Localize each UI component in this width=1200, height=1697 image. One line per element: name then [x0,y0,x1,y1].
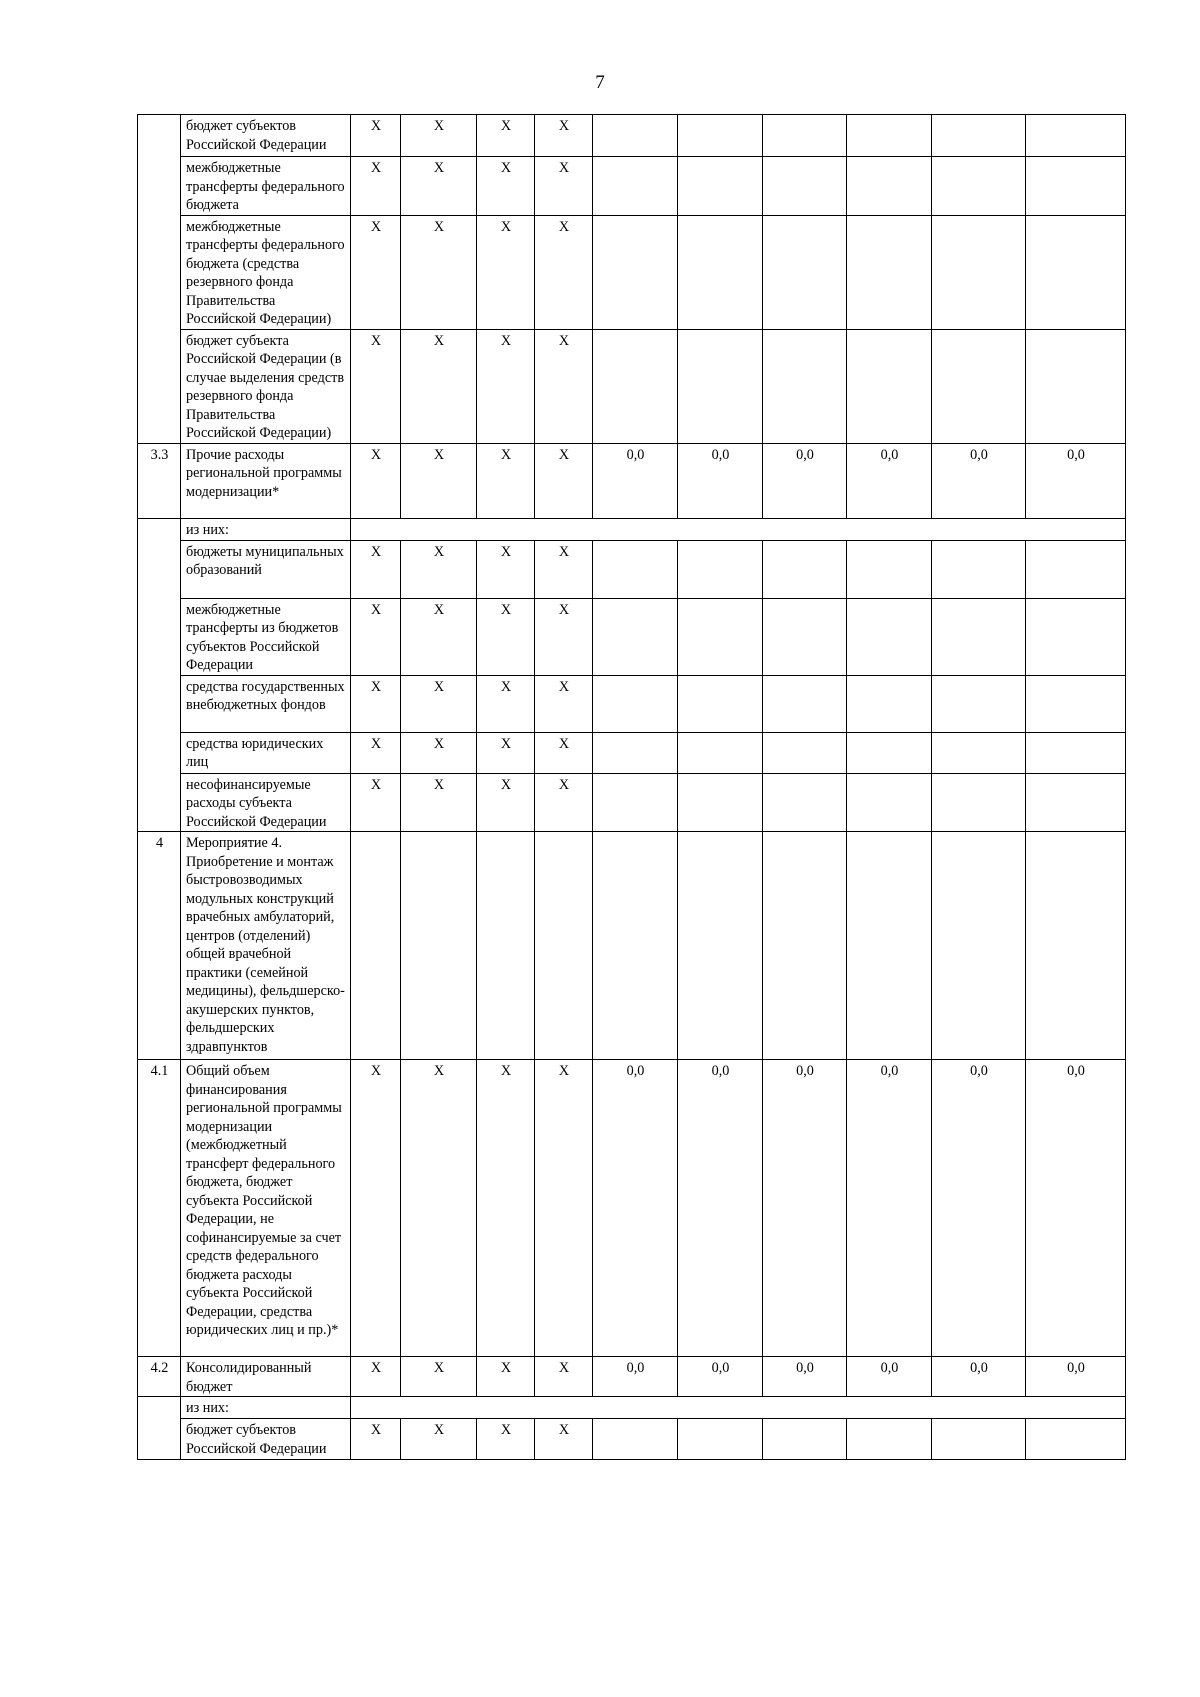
table-row [138,329,1126,443]
table-row [138,115,1126,157]
mark-cell: X [351,115,401,157]
value-cell: 0,0 [1026,443,1126,518]
row-label: несофинансируемые расходы субъекта Российской Федерации [181,773,351,832]
mark-cell [351,832,401,1060]
mark-cell: X [401,540,477,598]
value-cell: 0,0 [932,1060,1026,1357]
value-cell [1026,773,1126,832]
value-cell [593,675,678,732]
value-cell: 0,0 [847,1060,932,1357]
value-cell [1026,329,1126,443]
value-cell [678,832,763,1060]
value-cell [847,215,932,329]
mark-cell: X [401,598,477,675]
mark-cell: X [351,1419,401,1460]
mark-cell: X [401,157,477,216]
value-cell [678,1419,763,1460]
table-row [138,1060,1126,1357]
value-cell [1026,675,1126,732]
mark-cell: X [535,329,593,443]
mark-cell: X [535,1060,593,1357]
value-cell [847,675,932,732]
value-cell [593,157,678,216]
mark-cell: X [401,443,477,518]
mark-cell: X [351,215,401,329]
mark-cell: X [535,598,593,675]
mark-cell: X [401,1060,477,1357]
value-cell [847,157,932,216]
row-number: 3.3 [138,443,181,518]
value-cell: 0,0 [763,1060,847,1357]
value-cell [763,540,847,598]
value-cell [763,773,847,832]
subheader-label: из них: [181,518,351,540]
row-number: 4.2 [138,1357,181,1397]
table-row [138,832,1126,1060]
value-cell [1026,732,1126,773]
table-row [138,675,1126,732]
value-cell [847,115,932,157]
value-cell [932,732,1026,773]
value-cell [1026,832,1126,1060]
mark-cell: X [401,732,477,773]
mark-cell: X [351,675,401,732]
mark-cell: X [351,598,401,675]
row-label: межбюджетные трансферты федерального бюджета [181,157,351,216]
value-cell: 0,0 [678,1357,763,1397]
mark-cell: X [477,732,535,773]
mark-cell: X [401,329,477,443]
mark-cell: X [401,215,477,329]
value-cell: 0,0 [847,443,932,518]
value-cell [678,329,763,443]
row-number: 4 [138,832,181,1060]
value-cell [593,115,678,157]
value-cell [763,329,847,443]
mark-cell: X [351,443,401,518]
value-cell [847,832,932,1060]
value-cell [1026,540,1126,598]
value-cell: 0,0 [593,1357,678,1397]
row-label: Консолидированный бюджет [181,1357,351,1397]
mark-cell: X [535,157,593,216]
row-label: бюджет субъектов Российской Федерации [181,115,351,157]
mark-cell: X [477,443,535,518]
mark-cell: X [477,1060,535,1357]
row-number: 4.1 [138,1060,181,1357]
value-cell [593,773,678,832]
page-number: 7 [595,72,605,93]
row-label: средства государственных внебюджетных фондов [181,675,351,732]
value-cell [932,215,1026,329]
row-number [138,1397,181,1460]
value-cell: 0,0 [763,1357,847,1397]
value-cell: 0,0 [678,443,763,518]
mark-cell: X [477,215,535,329]
row-label: Общий объем финансирования региональной программы модернизации (межбюджетный трансферт федерального бюджета, бюджет субъекта Российской Федерации, не софинансируемые за счет средств федерального бюджета расходы субъекта Российской Федерации, средства юридических лиц и пр.)* [181,1060,351,1357]
mark-cell: X [477,598,535,675]
value-cell: 0,0 [593,443,678,518]
value-cell [593,329,678,443]
mark-cell: X [351,540,401,598]
value-cell: 0,0 [932,1357,1026,1397]
mark-cell: X [351,773,401,832]
value-cell: 0,0 [932,443,1026,518]
value-cell [678,773,763,832]
value-cell [763,157,847,216]
value-cell [593,540,678,598]
value-cell [678,540,763,598]
value-cell [847,540,932,598]
mark-cell: X [477,540,535,598]
mark-cell [401,832,477,1060]
mark-cell: X [477,773,535,832]
value-cell: 0,0 [1026,1357,1126,1397]
value-cell [763,675,847,732]
mark-cell: X [535,443,593,518]
mark-cell: X [535,115,593,157]
mark-cell: X [477,157,535,216]
table-row [138,1397,1126,1419]
row-label: межбюджетные трансферты федерального бюджета (средства резервного фонда Правительства Российской Федерации) [181,215,351,329]
value-cell [763,598,847,675]
subheader-label: из них: [181,1397,351,1419]
mark-cell: X [477,1419,535,1460]
value-cell [763,1419,847,1460]
value-cell [593,732,678,773]
mark-cell: X [401,1419,477,1460]
table-row [138,443,1126,518]
value-cell [1026,215,1126,329]
mark-cell: X [535,675,593,732]
row-label: Мероприятие 4. Приобретение и монтаж быстровозводимых модульных конструкций врачебных амбулаторий, центров (отделений) общей врачебной практики (семейной медицины), фельдшерско-акушерских пунктов, фельдшерских здравпунктов [181,832,351,1060]
value-cell [932,115,1026,157]
mark-cell: X [535,773,593,832]
value-cell [678,732,763,773]
value-cell [1026,598,1126,675]
value-cell [593,1419,678,1460]
value-cell [678,215,763,329]
value-cell [1026,1419,1126,1460]
table-row [138,598,1126,675]
value-cell [678,675,763,732]
row-number [138,518,181,832]
financing-table [137,114,1126,1460]
value-cell [932,157,1026,216]
mark-cell: X [477,675,535,732]
value-cell [847,773,932,832]
mark-cell: X [477,115,535,157]
value-cell [847,732,932,773]
row-number [138,115,181,444]
value-cell [593,832,678,1060]
value-cell [1026,157,1126,216]
subheader-empty-cell [351,518,1126,540]
value-cell [847,1419,932,1460]
row-label: средства юридических лиц [181,732,351,773]
mark-cell: X [401,773,477,832]
mark-cell: X [351,157,401,216]
table-row [138,157,1126,216]
value-cell [763,732,847,773]
value-cell: 0,0 [847,1357,932,1397]
value-cell [1026,115,1126,157]
row-label: Прочие расходы региональной программы модернизации* [181,443,351,518]
value-cell [932,540,1026,598]
mark-cell: X [535,1357,593,1397]
value-cell [678,115,763,157]
table-row [138,732,1126,773]
mark-cell [477,832,535,1060]
table-row [138,1357,1126,1397]
value-cell [932,1419,1026,1460]
mark-cell: X [351,1060,401,1357]
table-body [138,115,1126,1460]
table-row [138,1419,1126,1460]
value-cell [932,675,1026,732]
value-cell [593,598,678,675]
mark-cell: X [351,1357,401,1397]
row-label: бюджеты муниципальных образований [181,540,351,598]
row-label: бюджет субъектов Российской Федерации [181,1419,351,1460]
value-cell: 0,0 [593,1060,678,1357]
mark-cell: X [535,215,593,329]
value-cell [763,215,847,329]
value-cell [763,115,847,157]
value-cell [763,832,847,1060]
mark-cell: X [401,1357,477,1397]
value-cell: 0,0 [1026,1060,1126,1357]
mark-cell: X [401,115,477,157]
mark-cell: X [535,732,593,773]
mark-cell: X [477,329,535,443]
value-cell [932,773,1026,832]
mark-cell [535,832,593,1060]
mark-cell: X [351,732,401,773]
value-cell [932,329,1026,443]
table-row [138,215,1126,329]
value-cell: 0,0 [678,1060,763,1357]
value-cell [593,215,678,329]
table-row [138,773,1126,832]
row-label: бюджет субъекта Российской Федерации (в случае выделения средств резервного фонда Правительства Российской Федерации) [181,329,351,443]
mark-cell: X [401,675,477,732]
value-cell [932,832,1026,1060]
table-row [138,540,1126,598]
mark-cell: X [535,1419,593,1460]
subheader-empty-cell [351,1397,1126,1419]
value-cell [847,598,932,675]
value-cell [932,598,1026,675]
value-cell: 0,0 [763,443,847,518]
value-cell [678,598,763,675]
row-label: межбюджетные трансферты из бюджетов субъектов Российской Федерации [181,598,351,675]
mark-cell: X [477,1357,535,1397]
value-cell [678,157,763,216]
table-row [138,518,1126,540]
mark-cell: X [535,540,593,598]
mark-cell: X [351,329,401,443]
value-cell [847,329,932,443]
